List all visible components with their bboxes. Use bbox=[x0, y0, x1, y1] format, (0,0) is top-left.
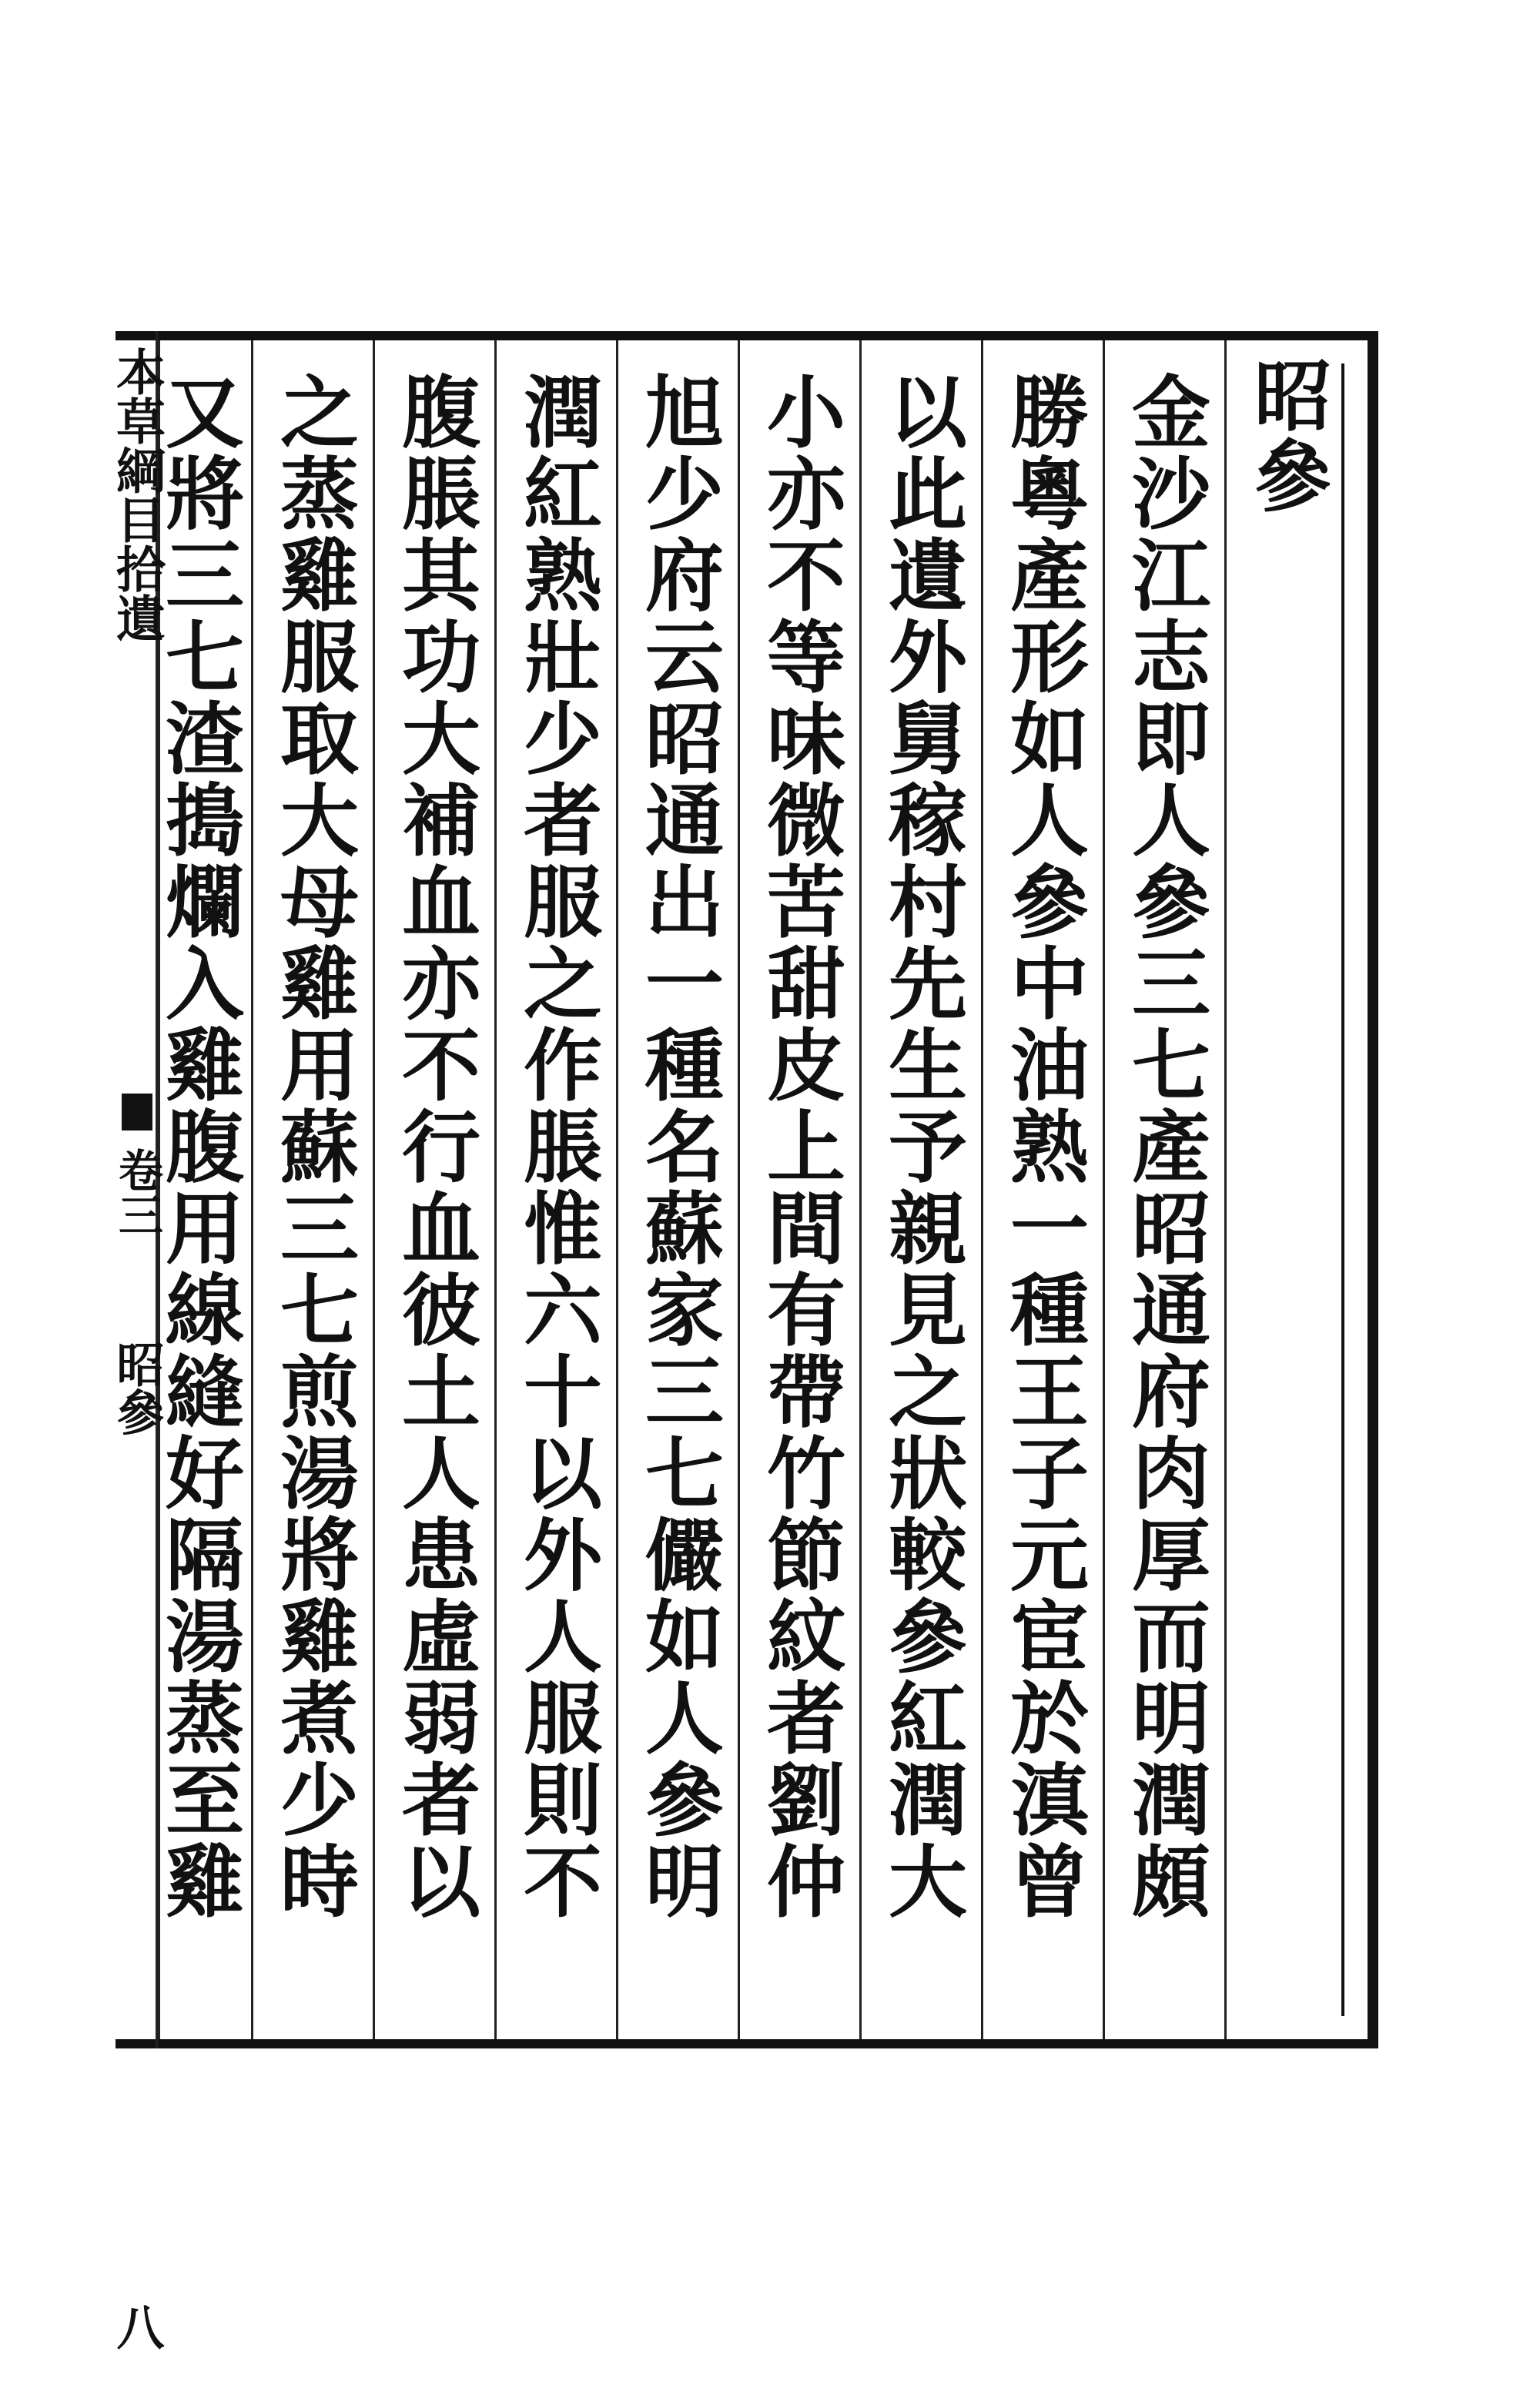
column-text: 金沙江志即人參三七產昭通府肉厚而明潤頗 bbox=[1119, 371, 1211, 1922]
title-column bbox=[1224, 340, 1346, 2039]
text-column bbox=[251, 340, 373, 2039]
text-column bbox=[859, 340, 981, 2039]
column-text: 之蒸雞服取大母雞用蘇三七煎湯將雞煮少時 bbox=[267, 371, 360, 1922]
text-column bbox=[373, 340, 494, 2039]
column-text: 以此遺外舅稼村先生予親見之狀較參紅潤大 bbox=[875, 371, 968, 1922]
fishtail-mark bbox=[122, 1094, 152, 1131]
text-column bbox=[981, 340, 1103, 2039]
page-frame bbox=[108, 331, 1378, 2048]
banxin-column bbox=[108, 331, 166, 2350]
column-text: 又將三七渣搗爛入雞腹用線縫好隔湯蒸至雞 bbox=[152, 371, 245, 1922]
column-text: 旭少府云昭通出一種名蘇家三七儼如人參明 bbox=[632, 371, 725, 1922]
column-text: 潤紅熟壯少者服之作脹惟六十以外人服則不 bbox=[511, 371, 603, 1922]
book-title: 本草綱目拾遺 bbox=[108, 347, 166, 642]
text-column bbox=[152, 340, 251, 2039]
text-column bbox=[494, 340, 616, 2039]
section-heading: 昭參 bbox=[1241, 356, 1332, 516]
column-text: 小亦不等味微苦甜皮上間有帶竹節紋者劉仲 bbox=[754, 371, 846, 1922]
text-column bbox=[616, 340, 738, 2039]
column-text: 勝粵產形如人參中油熟一種王子元宦於滇曾 bbox=[997, 371, 1090, 1922]
text-column bbox=[738, 340, 859, 2039]
page-number: 八 bbox=[109, 2303, 165, 2350]
juan-number: 卷三 bbox=[111, 1147, 163, 1237]
column-text: 腹脹其功大補血亦不行血彼土人患虛弱者以 bbox=[389, 371, 481, 1922]
text-column bbox=[1103, 340, 1224, 2039]
banxin-section: 昭參 bbox=[109, 1340, 165, 1435]
